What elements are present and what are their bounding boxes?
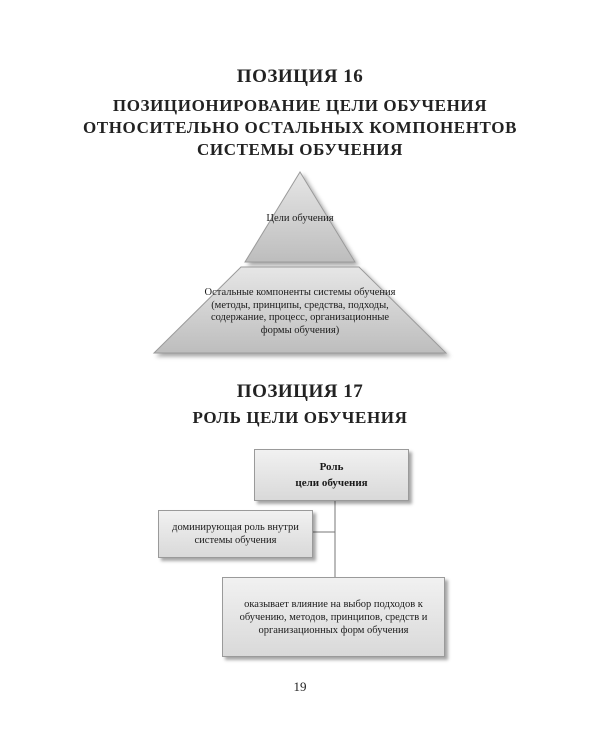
position-17-title: ПОЗИЦИЯ 17 bbox=[236, 381, 364, 402]
dominant-role-line: доминирующая роль внутри bbox=[172, 522, 299, 533]
pyramid-bottom-line: (методы, принципы, средства, подходы, bbox=[211, 299, 389, 311]
dominant-role-line: системы обучения bbox=[194, 535, 277, 546]
position-16-title: ПОЗИЦИЯ 16 bbox=[236, 66, 364, 87]
influence-line: оказывает влияние на выбор подходов к bbox=[244, 598, 423, 610]
pyramid-top-label: Цели обучения bbox=[266, 213, 334, 224]
page-number: 19 bbox=[293, 679, 307, 694]
influence-line: организационных форм обучения bbox=[258, 624, 409, 636]
pyramid-bottom-line: формы обучения) bbox=[260, 324, 340, 336]
subtitle-line: ПОЗИЦИОНИРОВАНИЕ ЦЕЛИ ОБУЧЕНИЯ bbox=[112, 96, 488, 115]
role-box-line: Роль bbox=[319, 461, 344, 473]
pyramid-bottom-line: содержание, процесс, организационные bbox=[210, 312, 390, 323]
influence-box bbox=[222, 577, 445, 657]
pyramid-bottom-line: Остальные компоненты системы обучения bbox=[204, 287, 396, 298]
role-box-line: цели обучения bbox=[295, 477, 368, 489]
influence-line: обучению, методов, принципов, средств и bbox=[239, 611, 428, 623]
subtitle-line: СИСТЕМЫ ОБУЧЕНИЯ bbox=[197, 140, 403, 159]
subtitle-line: ОТНОСИТЕЛЬНО ОСТАЛЬНЫХ КОМПОНЕНТОВ bbox=[82, 118, 518, 137]
position-17-subtitle: РОЛЬ ЦЕЛИ ОБУЧЕНИЯ bbox=[192, 408, 408, 427]
role-box bbox=[254, 449, 409, 501]
dominant-role-box bbox=[158, 510, 313, 558]
